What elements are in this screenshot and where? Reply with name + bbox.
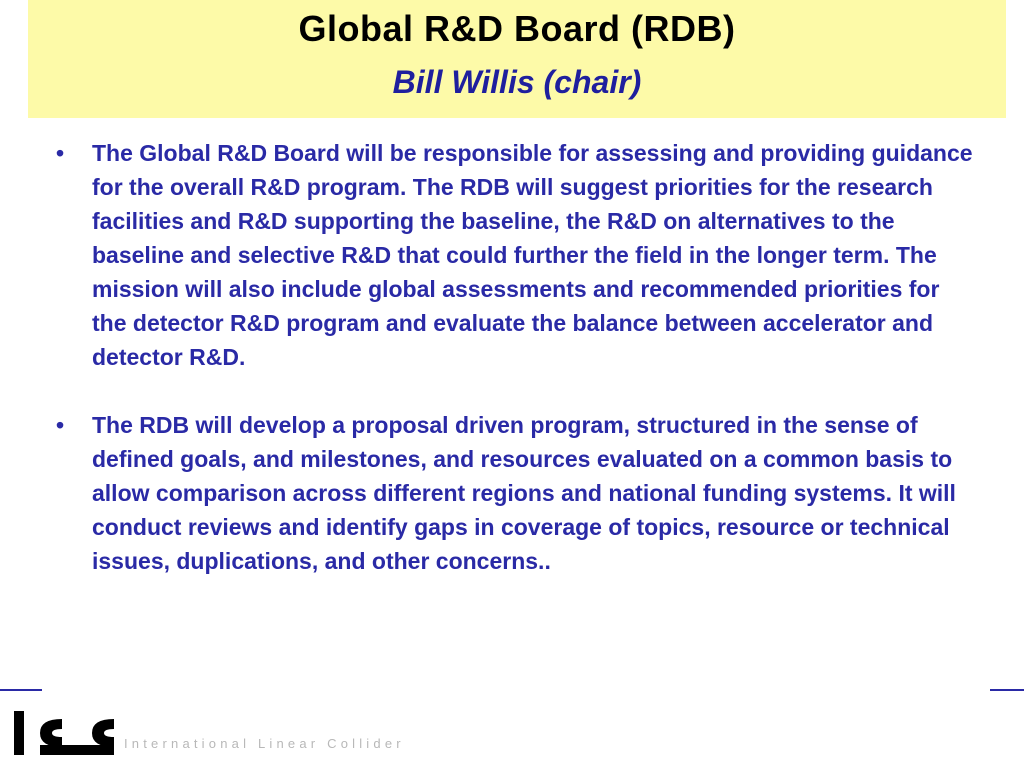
footer-rule-right [990,689,1024,691]
ilc-logo-icon [10,707,118,755]
slide-subtitle: Bill Willis (chair) [392,64,642,100]
bullet-text: The RDB will develop a proposal driven program, structured in the sense of defined goals, and milestones, and resources evaluated on a common basis to allow comparison across different regions and national funding systems. It will conduct reviews and identify gaps in coverage of topics, resource or technical issues, duplications, and other concerns.. [92,412,956,574]
bullet-icon: • [56,412,65,438]
ilc-logo-svg [10,707,118,755]
slide-title: Global R&D Board (RDB) [298,8,736,49]
bullet-icon: • [56,140,65,166]
logo-wordmark: International Linear Collider [124,736,405,751]
title-banner [28,0,1006,118]
footer-rule-left [0,689,42,691]
bullet-text: The Global R&D Board will be responsible for assessing and providing guidance for the overall R&D program. The RDB will suggest priorities for the research facilities and R&D supporting the baseline, the R&D on alternatives to the baseline and selective R&D that could further the field in the longer term. The mission will also include global assessments and recommended priorities for the detector R&D program and evaluate the balance between accelerator and detector R&D. [92,140,973,370]
bullet-item [56,408,976,578]
bullet-list [56,136,976,612]
bullet-item [56,136,976,374]
